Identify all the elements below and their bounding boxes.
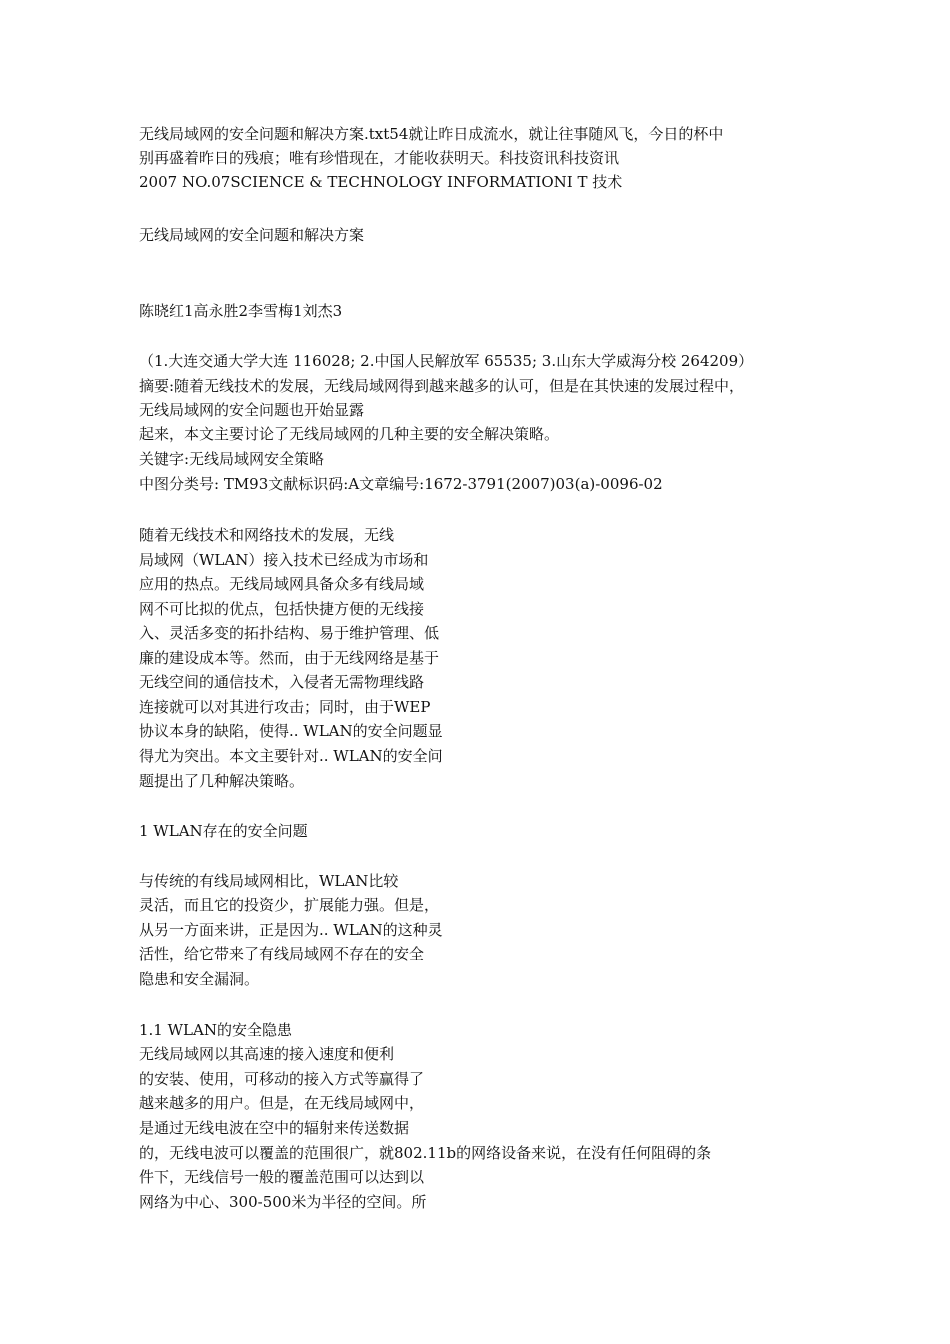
intro-line: 得尤为突出。本文主要针对.. WLAN的安全问: [139, 747, 443, 765]
intro-line: 题提出了几种解决策略。: [139, 772, 305, 790]
abstract-line: 起来，本文主要讨论了无线局域网的几种主要的安全解决策略。: [139, 425, 560, 443]
intro-line: 局域网（WLAN）接入技术已经成为市场和: [139, 551, 429, 569]
document-title: 无线局域网的安全问题和解决方案: [139, 226, 365, 244]
section-1-line: 活性，给它带来了有线局域网不存在的安全: [139, 945, 425, 963]
intro-line: 连接就可以对其进行攻击；同时，由于WEP: [139, 698, 431, 716]
abstract-line: 摘要:随着无线技术的发展，无线局域网得到越来越多的认可，但是在其快速的发展过程中，: [139, 377, 745, 395]
section-1-1-line: 的，无线电波可以覆盖的范围很广，就802.11b的网络设备来说，在没有任何阻碍的条: [139, 1144, 712, 1162]
intro-line: 随着无线技术和网络技术的发展，无线: [139, 526, 395, 544]
intro-line: 廉的建设成本等。然而，由于无线网络是基于: [139, 649, 440, 667]
affiliations: （1.大连交通大学大连 116028; 2.中国人民解放军 65535; 3.山东大学威海分校 264209）: [139, 352, 754, 370]
section-1-line: 隐患和安全漏洞。: [139, 970, 260, 988]
keywords: 关键字:无线局域网安全策略: [139, 450, 325, 468]
authors: 陈晓红1高永胜2李雪梅1刘杰3: [139, 302, 343, 320]
classification: 中图分类号: TM93文献标识码:A文章编号:1672-3791(2007)03(a)-0096-02: [139, 475, 663, 493]
header-line-2: 别再盛着昨日的残痕；唯有珍惜现在，才能收获明天。科技资讯科技资讯: [139, 149, 620, 167]
intro-line: 应用的热点。无线局域网具备众多有线局域: [139, 575, 425, 593]
section-1-1-heading: 1.1 WLAN的安全隐患: [139, 1021, 292, 1039]
section-1-1-line: 越来越多的用户。但是，在无线局域网中，: [139, 1094, 425, 1112]
section-1-1-line: 是通过无线电波在空中的辐射来传送数据: [139, 1119, 410, 1137]
intro-line: 无线空间的通信技术，入侵者无需物理线路: [139, 673, 425, 691]
section-1-heading: 1 WLAN存在的安全问题: [139, 822, 308, 840]
abstract-line: 无线局域网的安全问题也开始显露: [139, 401, 365, 419]
section-1-line: 从另一方面来讲，正是因为.. WLAN的这种灵: [139, 921, 443, 939]
section-1-1-line: 网络为中心、300-500米为半径的空间。所: [139, 1193, 427, 1211]
intro-line: 协议本身的缺陷，使得.. WLAN的安全问题显: [139, 722, 443, 740]
intro-line: 入、灵活多变的拓扑结构、易于维护管理、低: [139, 624, 440, 642]
header-line-3: 2007 NO.07SCIENCE & TECHNOLOGY INFORMATIONI T 技术: [139, 173, 623, 191]
section-1-1-line: 无线局域网以其高速的接入速度和便利: [139, 1045, 395, 1063]
section-1-1-line: 的安装、使用，可移动的接入方式等赢得了: [139, 1070, 425, 1088]
section-1-line: 与传统的有线局域网相比，WLAN比较: [139, 872, 399, 890]
intro-line: 网不可比拟的优点，包括快捷方便的无线接: [139, 600, 425, 618]
section-1-1-line: 件下，无线信号一般的覆盖范围可以达到以: [139, 1168, 425, 1186]
section-1-line: 灵活，而且它的投资少，扩展能力强。但是，: [139, 896, 440, 914]
header-line-1: 无线局域网的安全问题和解决方案.txt54就让昨日成流水，就让往事随风飞，今日的杯中: [139, 125, 724, 143]
